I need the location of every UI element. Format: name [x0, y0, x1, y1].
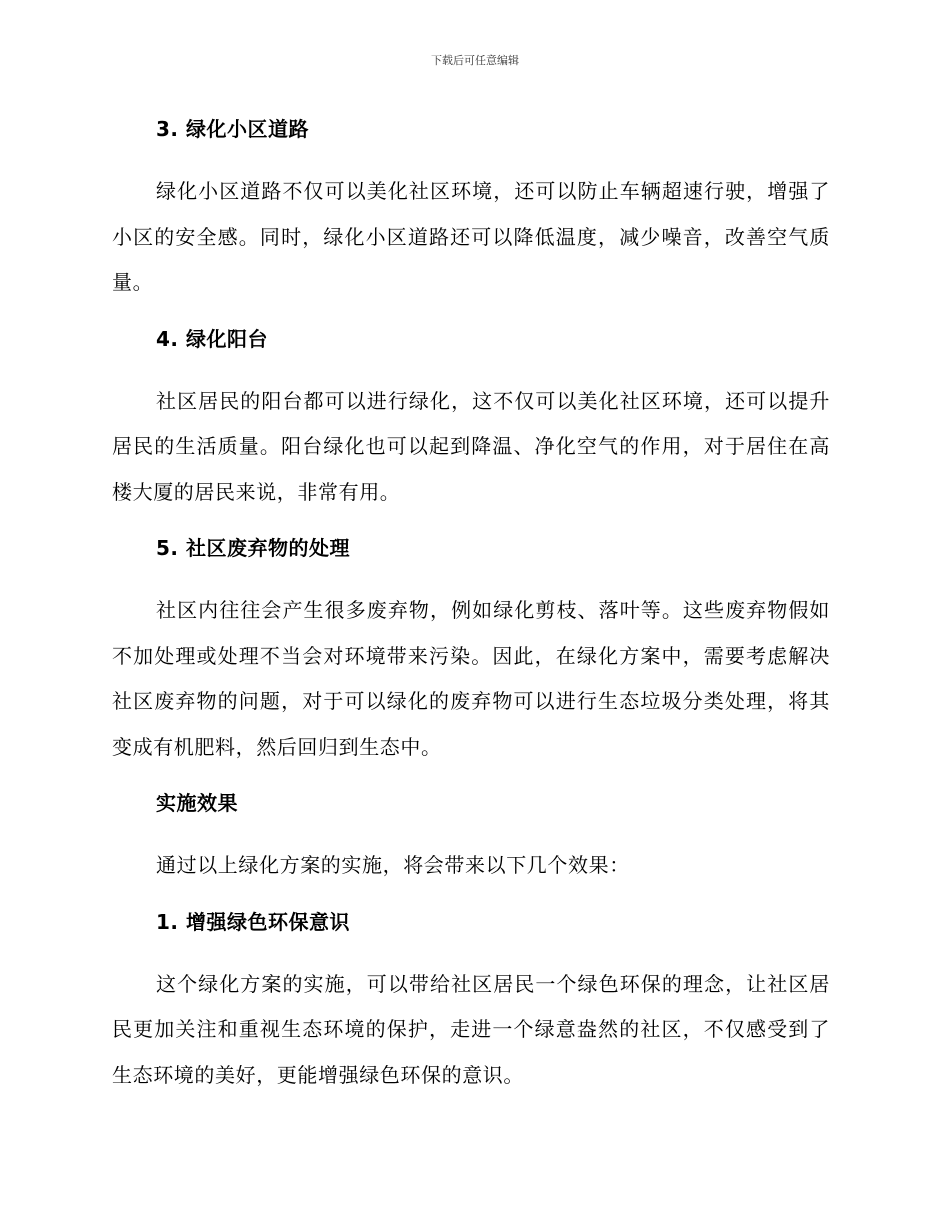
- section-heading-awareness: 1. 增强绿色环保意识: [156, 909, 350, 934]
- section-body-effects: 通过以上绿化方案的实施，将会带来以下几个效果：: [156, 853, 630, 877]
- document-body: [112, 112, 830, 1098]
- section-body-waste: 社区内往往会产生很多废弃物，例如绿化剪枝、落叶等。这些废弃物假如不加处理或处理不当会对环境带来污染。因此，在绿化方案中，需要考虑解决社区废弃物的问题，对于可以绿化的废弃物可以进行生态垃圾分类处理，将其变成有机肥料，然后回归到生态中。: [112, 598, 830, 759]
- section-heading-balcony: 4. 绿化阳台: [156, 326, 268, 351]
- section-body-balcony: 社区居民的阳台都可以进行绿化，这不仅可以美化社区环境，还可以提升居民的生活质量。阳台绿化也可以起到降温、净化空气的作用，对于居住在高楼大厦的居民来说，非常有用。: [112, 388, 830, 504]
- section-heading-effects: 实施效果: [156, 791, 238, 815]
- section-heading-road: 3. 绿化小区道路: [156, 117, 309, 141]
- section-heading-waste: 5. 社区废弃物的处理: [156, 536, 350, 560]
- page-header: 下载后可任意编辑: [431, 54, 519, 67]
- section-body-road: 绿化小区道路不仅可以美化社区环境，还可以防止车辆超速行驶，增强了小区的安全感。同时，绿化小区道路还可以降低温度，减少噪音，改善空气质量。: [112, 179, 830, 294]
- section-body-awareness: 这个绿化方案的实施，可以带给社区居民一个绿色环保的理念，让社区居民更加关注和重视生态环境的保护，走进一个绿意盎然的社区，不仅感受到了生态环境的美好，更能增强绿色环保的意识。: [112, 971, 830, 1087]
